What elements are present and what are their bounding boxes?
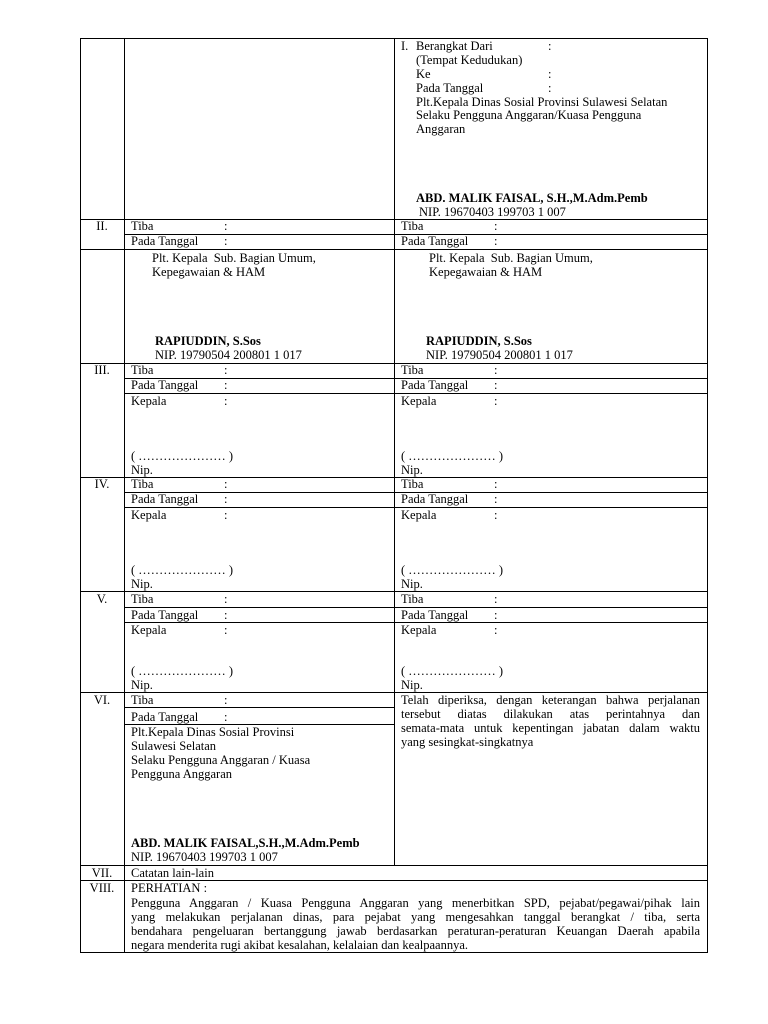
- section-ii-right-signer-nip: NIP. 19790504 200801 1 017: [426, 348, 573, 362]
- section-iii-left-tiba: Tiba: [131, 363, 154, 377]
- statement-line: semata-mata untuk kepentingan jabatan dalam waktu: [401, 721, 700, 735]
- section-vi-signer-name: ABD. MALIK FAISAL,S.H.,M.Adm.Pemb: [131, 836, 360, 850]
- section-ii-right-tiba-colon: :: [494, 219, 498, 233]
- section-iii-left-tanggal: Pada Tanggal: [131, 378, 199, 392]
- section-iii-right-kepala: Kepala: [401, 394, 437, 408]
- ke-colon: :: [548, 67, 552, 81]
- berangkat-dari-label: Berangkat Dari: [416, 39, 493, 53]
- section-iii-right-tanggal: Pada Tanggal: [401, 378, 469, 392]
- section-i-title-line2: Selaku Pengguna Anggaran/Kuasa Pengguna: [416, 108, 642, 122]
- section-v-left-tanggal-colon: :: [224, 608, 228, 622]
- section-vi-statement: [401, 693, 700, 749]
- section-ii-left-title-line1: Plt. Kepala Sub. Bagian Umum,: [152, 251, 316, 265]
- section-v-left-kepala-colon: :: [224, 623, 228, 637]
- section-v-left-sign: ( ………………… ): [131, 664, 234, 678]
- section-iv-right-kepala: Kepala: [401, 508, 437, 522]
- perhatian-heading: PERHATIAN :: [131, 881, 208, 895]
- section-vi-title-line1: Plt.Kepala Dinas Sosial Provinsi: [131, 725, 295, 739]
- row-line-iii: [80, 363, 708, 364]
- section-iv-number: IV.: [94, 477, 110, 491]
- section-v-left-tanggal: Pada Tanggal: [131, 608, 199, 622]
- catatan-lain-lain: Catatan lain-lain: [131, 866, 214, 880]
- section-iv-right-kepala-colon: :: [494, 508, 498, 522]
- border-top: [80, 38, 708, 39]
- section-v-right-sign: ( ………………… ): [401, 664, 504, 678]
- section-vii-number: VII.: [91, 866, 113, 880]
- section-vi-number: VI.: [93, 693, 111, 707]
- section-ii-number: II.: [96, 219, 108, 233]
- section-iv-left-tiba-colon: :: [224, 477, 228, 491]
- section-iv-left-kepala-colon: :: [224, 508, 228, 522]
- section-ii-right-tanggal-colon: :: [494, 234, 498, 248]
- section-iv-right-tanggal-colon: :: [494, 492, 498, 506]
- section-iii-left-sign: ( ………………… ): [131, 449, 234, 463]
- section-ii-right-title-line2: Kepegawaian & HAM: [429, 265, 543, 279]
- section-v-left-kepala: Kepala: [131, 623, 167, 637]
- section-ii-right-title-line1: Plt. Kepala Sub. Bagian Umum,: [429, 251, 593, 265]
- section-iii-right-tiba: Tiba: [401, 363, 424, 377]
- section-i-title-line3: Anggaran: [416, 122, 466, 136]
- section-iii-left-tanggal-colon: :: [224, 378, 228, 392]
- section-i-title-line1: Plt.Kepala Dinas Sosial Provinsi Sulawesi Selatan: [416, 95, 668, 109]
- perhatian-line: Pengguna Anggaran / Kuasa Pengguna Anggaran yang menerbitkan SPD, pejabat/pegawai/pihak lain: [131, 896, 700, 910]
- section-iii-right-kepala-colon: :: [494, 394, 498, 408]
- section-iii-left-kepala: Kepala: [131, 394, 167, 408]
- section-iii-right-sign: ( ………………… ): [401, 449, 504, 463]
- section-iv-left-sign: ( ………………… ): [131, 563, 234, 577]
- border-right: [707, 38, 708, 953]
- row-line-v: [80, 591, 708, 592]
- section-v-right-tanggal: Pada Tanggal: [401, 608, 469, 622]
- ke-label: Ke: [416, 67, 431, 81]
- section-i-number: I.: [401, 39, 409, 53]
- section-ii-left-title-line2: Kepegawaian & HAM: [152, 265, 266, 279]
- section-v-right-tiba: Tiba: [401, 592, 424, 606]
- subrow-vi-tiba: [124, 707, 395, 708]
- section-vi-tanggal-colon: :: [224, 710, 228, 724]
- section-iii-left-kepala-colon: :: [224, 394, 228, 408]
- section-vi-tiba-colon: :: [224, 693, 228, 707]
- border-left: [80, 38, 81, 953]
- section-iii-left-tiba-colon: :: [224, 363, 228, 377]
- section-iii-left-nip: Nip.: [131, 463, 153, 477]
- row-line-ii-sign: [80, 249, 708, 250]
- section-vi-title-line2: Sulawesi Selatan: [131, 739, 217, 753]
- section-vi-title-line3: Selaku Pengguna Anggaran / Kuasa: [131, 753, 311, 767]
- pada-tanggal-colon: :: [548, 81, 552, 95]
- section-ii-left-signer-name: RAPIUDDIN, S.Sos: [155, 334, 261, 348]
- section-i-signer-name: ABD. MALIK FAISAL, S.H.,M.Adm.Pemb: [416, 191, 648, 205]
- section-v-left-tiba: Tiba: [131, 592, 154, 606]
- section-ii-left-signer-nip: NIP. 19790504 200801 1 017: [155, 348, 302, 362]
- section-v-right-kepala: Kepala: [401, 623, 437, 637]
- statement-line: Telah diperiksa, dengan keterangan bahwa perjalanan: [401, 693, 700, 707]
- section-v-left-tiba-colon: :: [224, 592, 228, 606]
- section-iii-right-tanggal-colon: :: [494, 378, 498, 392]
- border-bottom: [80, 952, 708, 953]
- section-v-right-kepala-colon: :: [494, 623, 498, 637]
- perhatian-line: bendahara pengeluaran bertanggung jawab berdasarkan peraturan-peraturan Keuangan Daerah apabila: [131, 924, 700, 938]
- section-ii-left-tiba: Tiba: [131, 219, 154, 233]
- section-viii-number: VIII.: [89, 881, 115, 895]
- section-iv-right-tiba: Tiba: [401, 477, 424, 491]
- section-v-number: V.: [96, 592, 108, 606]
- section-vi-tiba: Tiba: [131, 693, 154, 707]
- section-ii-left-tanggal-colon: :: [224, 234, 228, 248]
- section-iv-right-tiba-colon: :: [494, 477, 498, 491]
- section-iv-right-nip: Nip.: [401, 577, 423, 591]
- section-v-right-tanggal-colon: :: [494, 608, 498, 622]
- section-ii-right-signer-name: RAPIUDDIN, S.Sos: [426, 334, 532, 348]
- section-iii-number: III.: [94, 363, 110, 377]
- border-number-col: [124, 38, 125, 953]
- pada-tanggal-label: Pada Tanggal: [416, 81, 484, 95]
- section-v-left-nip: Nip.: [131, 678, 153, 692]
- section-iv-right-tanggal: Pada Tanggal: [401, 492, 469, 506]
- section-vi-tanggal: Pada Tanggal: [131, 710, 199, 724]
- section-v-right-tiba-colon: :: [494, 592, 498, 606]
- berangkat-dari-colon: :: [548, 39, 552, 53]
- statement-line: yang sesingkat-singkatnya: [401, 735, 534, 749]
- perhatian-body: [131, 896, 700, 952]
- row-line-iv: [80, 477, 708, 478]
- section-i-signer-nip: NIP. 19670403 199703 1 007: [419, 205, 566, 219]
- section-iv-left-kepala: Kepala: [131, 508, 167, 522]
- section-iv-left-tanggal-colon: :: [224, 492, 228, 506]
- section-ii-left-tanggal: Pada Tanggal: [131, 234, 199, 248]
- section-vi-title-line4: Pengguna Anggaran: [131, 767, 233, 781]
- perhatian-line: yang melakukan perjalanan dinas, para pejabat yang mengesahkan tanggal berangkat / tiba, serta: [131, 910, 700, 924]
- section-iv-left-nip: Nip.: [131, 577, 153, 591]
- row-line-ii: [80, 219, 708, 220]
- section-iv-right-sign: ( ………………… ): [401, 563, 504, 577]
- section-ii-left-tiba-colon: :: [224, 219, 228, 233]
- section-ii-right-tanggal: Pada Tanggal: [401, 234, 469, 248]
- section-iii-right-nip: Nip.: [401, 463, 423, 477]
- statement-line: tersebut diatas dilakukan atas perintahnya dan: [401, 707, 700, 721]
- section-iv-left-tiba: Tiba: [131, 477, 154, 491]
- border-middle: [394, 38, 395, 865]
- section-iv-left-tanggal: Pada Tanggal: [131, 492, 199, 506]
- section-ii-right-tiba: Tiba: [401, 219, 424, 233]
- section-v-right-nip: Nip.: [401, 678, 423, 692]
- tempat-kedudukan-label: (Tempat Kedudukan): [416, 53, 523, 67]
- section-iii-right-tiba-colon: :: [494, 363, 498, 377]
- perhatian-line: negara menderita rugi akibat kesalahan, kelalaian dan kealpaannya.: [131, 938, 468, 952]
- section-vi-signer-nip: NIP. 19670403 199703 1 007: [131, 850, 278, 864]
